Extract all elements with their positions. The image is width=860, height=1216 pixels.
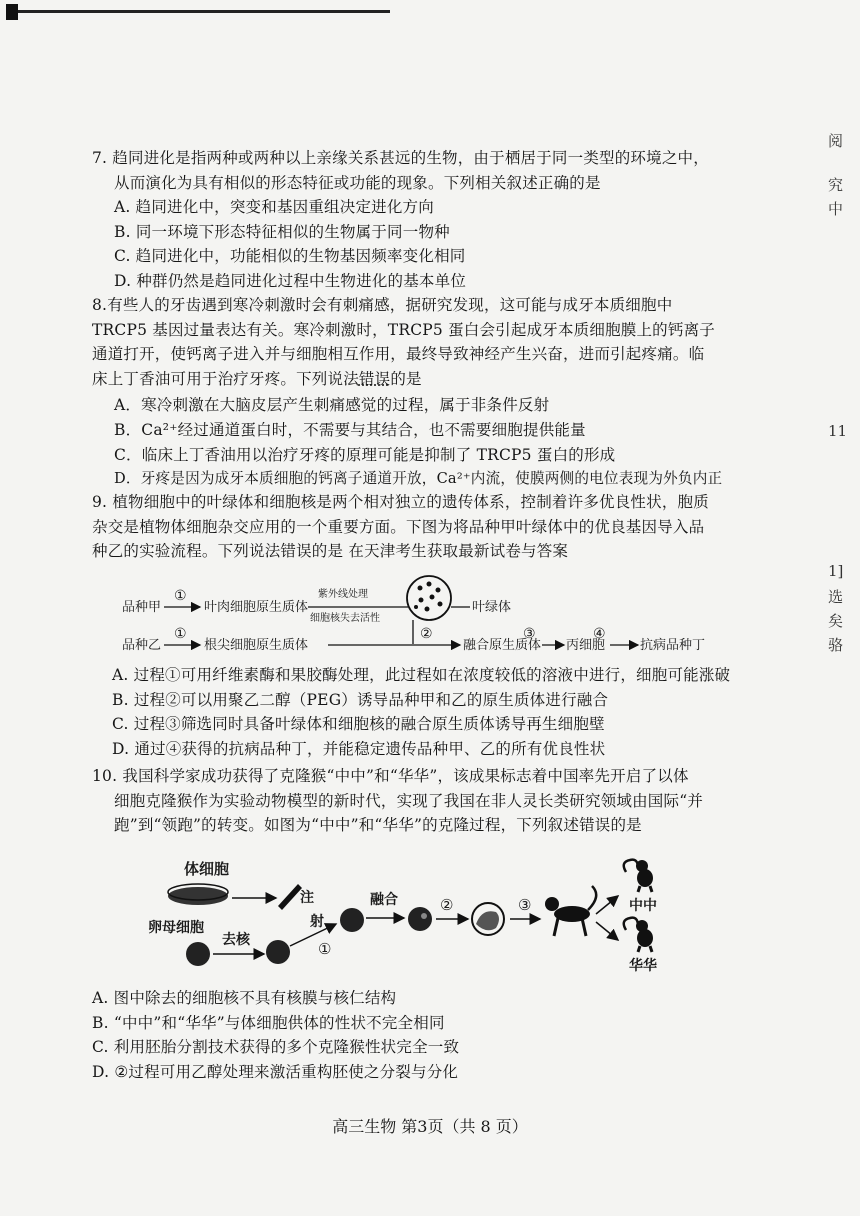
needle-icon bbox=[278, 884, 302, 910]
jia-protoplast: 叶肉细胞原生质体 bbox=[204, 600, 309, 615]
margin-char: 骆 bbox=[828, 636, 844, 654]
question-10 bbox=[92, 764, 742, 838]
q10-stem-line3: 跑”到“领跑”的转变。如图为“中中”和“华华”的克隆过程，下列叙述错误的是 bbox=[114, 816, 642, 835]
culture-dish-icon bbox=[168, 887, 228, 905]
inject-char-2: 射 bbox=[310, 914, 324, 930]
monkey-huahua-icon bbox=[624, 918, 653, 952]
margin-char: 1] bbox=[828, 562, 844, 580]
oocyte-icon bbox=[186, 942, 210, 966]
q9-options bbox=[112, 663, 752, 761]
q10-option-a: A. 图中除去的细胞核不具有核膜与核仁结构 bbox=[92, 989, 397, 1007]
chloroplast-dots bbox=[414, 582, 443, 612]
q7-option-b: B. 同一环境下形态特征相似的生物属于同一物种 bbox=[114, 222, 450, 241]
step-1a: ① bbox=[174, 588, 187, 604]
margin-char: 选 bbox=[828, 588, 844, 606]
q7-option-a: A. 趋同进化中，突变和基因重组决定进化方向 bbox=[114, 198, 434, 217]
question-7 bbox=[92, 146, 742, 294]
q8-emphasis: 错误 bbox=[358, 369, 391, 388]
margin-char: 中 bbox=[828, 200, 844, 218]
huahua-label: 华华 bbox=[629, 958, 657, 974]
step-circle-1: ① bbox=[318, 940, 332, 958]
q8-option-b: B．Ca²⁺经过通道蛋白时，不需要与其结合，也不需要细胞提供能量 bbox=[114, 420, 586, 439]
monkey-icon bbox=[545, 886, 596, 936]
margin-char: 矣 bbox=[828, 612, 844, 630]
q8-stem-text: 床上丁香油可用于治疗牙疼。下列说法 bbox=[92, 369, 359, 388]
margin-char: 11 bbox=[828, 422, 848, 440]
fused-protoplast: 融合原生质体 bbox=[463, 638, 542, 653]
question-8 bbox=[92, 293, 742, 492]
enucleated-oocyte-icon bbox=[266, 940, 290, 964]
q10-option-b: B. “中中”和“华华”与体细胞供体的性状不完全相同 bbox=[92, 1013, 445, 1032]
injected-oocyte-icon bbox=[340, 908, 364, 932]
cell-bing: 丙细胞 bbox=[566, 638, 606, 653]
margin-char: 究 bbox=[828, 176, 844, 194]
q9-stem-line3: 种乙的实验流程。下列说法错误的是 在天津考生获取最新试卷与答案 bbox=[92, 542, 569, 561]
q9-option-d: D. 通过④获得的抗病品种丁，并能稳定遗传品种甲、乙的所有优良性状 bbox=[112, 739, 606, 758]
q9-flow-diagram bbox=[118, 566, 718, 656]
corner-mark bbox=[6, 4, 18, 20]
q9-stem-line2: 杂交是植物体细胞杂交应用的一个重要方面。下图为将品种甲叶绿体中的优良基因导入品 bbox=[92, 517, 705, 536]
q7-option-c: C. 趋同进化中，功能相似的生物基因频率变化相同 bbox=[114, 247, 466, 266]
step-3: ③ bbox=[523, 626, 536, 642]
q10-option-d: D. ②过程可用乙醇处理来激活重构胚使之分裂与分化 bbox=[92, 1062, 459, 1081]
q10-stem-line2: 细胞克隆猴作为实验动物模型的新时代，实现了我国在非人灵长类研究领域由国际“并 bbox=[114, 791, 704, 810]
q8-option-d: D．牙疼是因为成牙本质细胞的钙离子通道开放，Ca²⁺内流，使膜两侧的电位表现为外负内正 bbox=[114, 470, 723, 488]
q7-stem-line2: 从而演化为具有相似的形态特征或功能的现象。下列相关叙述正确的是 bbox=[114, 173, 601, 192]
top-scan-line bbox=[18, 10, 390, 13]
step-circle-2: ② bbox=[440, 896, 454, 914]
q8-stem-end: 的是 bbox=[390, 369, 422, 388]
enucleate-label: 去核 bbox=[222, 932, 250, 948]
q8-stem-line4 bbox=[92, 367, 742, 392]
chloroplast-label: 叶绿体 bbox=[472, 600, 512, 615]
inject-char-1: 注 bbox=[300, 890, 314, 906]
q9-option-c: C. 过程③筛选同时具备叶绿体和细胞核的融合原生质体诱导再生细胞壁 bbox=[112, 715, 605, 734]
step-4: ④ bbox=[593, 626, 606, 642]
q8-option-a: A．寒冷刺激在大脑皮层产生刺痛感觉的过程，属于非条件反射 bbox=[114, 396, 550, 415]
q10-cloning-diagram bbox=[140, 852, 680, 977]
margin-char: 阅 bbox=[828, 132, 844, 150]
nucleus-inactivated: 细胞核失去活性 bbox=[310, 613, 380, 624]
variety-yi: 品种乙 bbox=[122, 638, 162, 653]
step-2: ② bbox=[420, 626, 433, 642]
oocyte-label: 卵母细胞 bbox=[148, 920, 204, 936]
q8-stem-line1: 8.有些人的牙齿遇到寒冷刺激时会有刺痛感，据研究发现，这可能与成牙本质细胞中 bbox=[92, 296, 673, 314]
q9-option-a: A. 过程①可用纤维素酶和果胶酶处理，此过程如在浓度较低的溶液中进行，细胞可能涨破 bbox=[112, 666, 731, 684]
fusion-label: 融合 bbox=[370, 892, 398, 908]
uv-treatment: 紫外线处理 bbox=[318, 589, 368, 600]
q10-stem-line1: 10. 我国科学家成功获得了克隆猴“中中”和“华华”，该成果标志着中国率先开启了以体 bbox=[92, 767, 689, 785]
step-1b: ① bbox=[174, 626, 187, 642]
variety-jia: 品种甲 bbox=[122, 600, 162, 615]
page-footer: 高三生物 第3页（共 8 页） bbox=[332, 1117, 528, 1136]
q8-stem-line3: 通道打开，使钙离子进入并与细胞相互作用，最终导致神经产生兴奋，进而引起疼痛。临 bbox=[92, 345, 705, 364]
reconstructed-embryo-icon bbox=[408, 907, 432, 931]
somatic-cell-label: 体细胞 bbox=[184, 860, 230, 878]
variety-ding: 抗病品种丁 bbox=[640, 638, 706, 653]
step-circle-3: ③ bbox=[518, 896, 532, 914]
q7-option-d: D. 种群仍然是趋同进化过程中生物进化的基本单位 bbox=[114, 271, 467, 290]
q10-option-c: C. 利用胚胎分割技术获得的多个克隆猴性状完全一致 bbox=[92, 1038, 460, 1057]
q8-stem-line2: TRCP5 基因过量表达有关。寒冷刺激时，TRCP5 蛋白会引起成牙本质细胞膜上的钙离子 bbox=[92, 320, 715, 339]
q10-options bbox=[92, 986, 742, 1084]
q9-stem-line1: 9. 植物细胞中的叶绿体和细胞核是两个相对独立的遗传体系，控制着许多优良性状，胞质 bbox=[92, 493, 709, 511]
q7-stem-line1: 7. 趋同进化是指两种或两种以上亲缘关系甚远的生物，由于栖居于同一类型的环境之中， bbox=[92, 149, 709, 167]
question-9 bbox=[92, 490, 742, 564]
monkey-zhongzhong-icon bbox=[624, 860, 653, 892]
zhongzhong-label: 中中 bbox=[629, 898, 657, 914]
q9-option-b: B. 过程②可以用聚乙二醇（PEG）诱导品种甲和乙的原生质体进行融合 bbox=[112, 690, 609, 709]
q8-option-c: C．临床上丁香油用以治疗牙疼的原理可能是抑制了 TRCP5 蛋白的形成 bbox=[114, 445, 616, 464]
yi-protoplast: 根尖细胞原生质体 bbox=[204, 638, 309, 653]
